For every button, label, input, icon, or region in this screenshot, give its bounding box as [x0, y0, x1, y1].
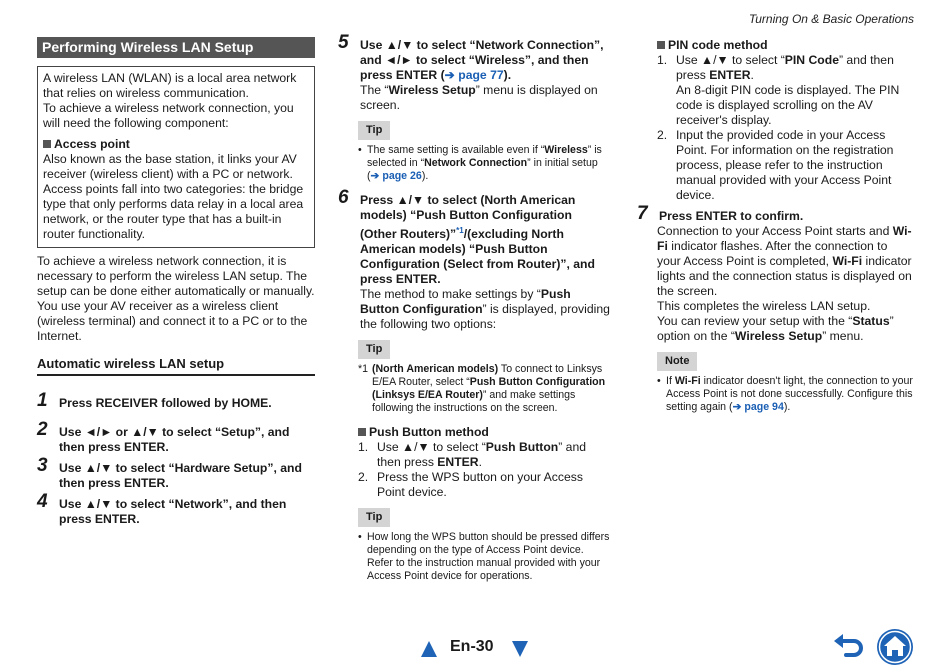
column-middle: [338, 32, 610, 583]
step-5: 5 Use ▲/▼ to select “Network Connection”, and ◄/► to select “Wireless”, and then press ENTER (➔ page 77).: [338, 32, 604, 82]
note-wifi: • If Wi-Fi indicator doesn't light, the connection to your Access Point is not done successfully. Configure this setting again (➔ page 94).: [657, 375, 913, 414]
step-7-paragraph-2: This completes the wireless LAN setup.: [657, 299, 871, 313]
square-bullet-icon: [358, 428, 366, 436]
back-icon[interactable]: [832, 630, 866, 664]
home-icon[interactable]: [876, 628, 914, 666]
section-title: Performing Wireless LAN Setup: [37, 37, 315, 58]
pin-step-2: 2. Input the provided code in your Access Point. For information on the registration process, please refer to the instruction manual provided with your Access Point device.: [657, 128, 894, 202]
step-6: 6 Press ▲/▼ to select (North American models) “Push Button Configuration (Other Routers)”$^{*1}$/(excluding North American models) “Push Button Configuration (Select from Router)”, and press ENTER.: [338, 187, 595, 287]
note-label: Note: [657, 352, 697, 371]
wlan-info-box: [37, 66, 315, 248]
box-paragraph-1: A wireless LAN (WLAN) is a local area network that relies on wireless communication.: [43, 71, 297, 100]
square-bullet-icon: [657, 41, 665, 49]
step-7-paragraph-1: Connection to your Access Point starts and Wi-Fi indicator flashes. After the connection to your Access Point is completed, Wi-Fi indicator lights and the connection status is displayed on the screen.: [657, 224, 912, 298]
tip-label: Tip: [358, 340, 390, 359]
column-left: [37, 37, 315, 527]
section-header: Turning On & Basic Operations: [748, 12, 914, 26]
square-bullet-icon: [43, 140, 51, 148]
access-point-heading: Access point: [43, 137, 309, 152]
page-77-link[interactable]: ➔ page 77: [444, 68, 504, 82]
auto-setup-heading: Automatic wireless LAN setup: [37, 356, 315, 376]
page-94-link[interactable]: ➔ page 94: [732, 401, 784, 413]
box-paragraph-2: To achieve a wireless network connection, you will need the following component:: [43, 101, 294, 130]
push-button-heading: Push Button method: [358, 425, 610, 440]
column-right: [637, 38, 913, 414]
push-button-step-2: 2. Press the WPS button on your Access Point device.: [358, 470, 583, 500]
tip-wireless: • The same setting is available even if “Wireless” is selected in “Network Connection” in initial setup (➔ page 26).: [358, 144, 610, 183]
next-page-icon[interactable]: [512, 641, 528, 657]
previous-page-icon[interactable]: [421, 641, 437, 657]
pin-step-1: 1. Use ▲/▼ to select “PIN Code” and then press ENTER. An 8-digit PIN code is displayed. The PIN code is displayed scrolling on the AV receiver's display.: [657, 53, 900, 127]
step-2: 2 Use ◄/► or ▲/▼ to select “Setup”, and then press ENTER.: [37, 419, 290, 454]
tip-label: Tip: [358, 508, 390, 527]
intro-paragraph-2: You use your AV receiver as a wireless client (wireless terminal) and connect it to a PC or to the Internet.: [37, 299, 308, 343]
tip-linksys: *1 (North American models) To connect to Linksys E/EA Router, select “Push Button Configuration (Linksys E/EA Router)” and make settings following the instructions on the screen.: [358, 363, 606, 415]
tip-wps: • How long the WPS button should be pressed differs depending on the type of Access Point device. Refer to the instruction manual provided with your Access Point device for operations.: [358, 531, 610, 583]
page-number: En-30: [450, 638, 494, 655]
step-7-paragraph-3: You can review your setup with the “Status” option on the “Wireless Setup” menu.: [657, 314, 894, 343]
footnote-marker[interactable]: *1: [456, 226, 464, 235]
page-26-link[interactable]: ➔ page 26: [370, 170, 422, 182]
step-7: 7 Press ENTER to confirm.: [637, 203, 804, 224]
tip-label: Tip: [358, 121, 390, 140]
step-1: 1 Press RECEIVER followed by HOME.: [37, 390, 272, 411]
push-button-step-1: 1. Use ▲/▼ to select “Push Button” and then press ENTER.: [358, 440, 587, 470]
step-4: 4 Use ▲/▼ to select “Network”, and then press ENTER.: [37, 491, 287, 526]
pin-code-heading: PIN code method: [657, 38, 913, 53]
access-point-text: Also known as the base station, it links your AV receiver (wireless client) with a PC or network. Access points fall into two categories: the bridge type that only performs data relay in a local area network, or the router type that has a built-in router functionality.: [43, 152, 304, 241]
step-3: 3 Use ▲/▼ to select “Hardware Setup”, and then press ENTER.: [37, 455, 302, 490]
intro-paragraph-1: To achieve a wireless network connection, it is necessary to perform the wireless LAN setup. The setup can be done either automatically or manually.: [37, 254, 315, 298]
step-5-description: The “Wireless Setup” menu is displayed on screen.: [360, 83, 598, 112]
step-6-description: The method to make settings by “Push Button Configuration” is displayed, providing the following two options:: [360, 287, 610, 332]
